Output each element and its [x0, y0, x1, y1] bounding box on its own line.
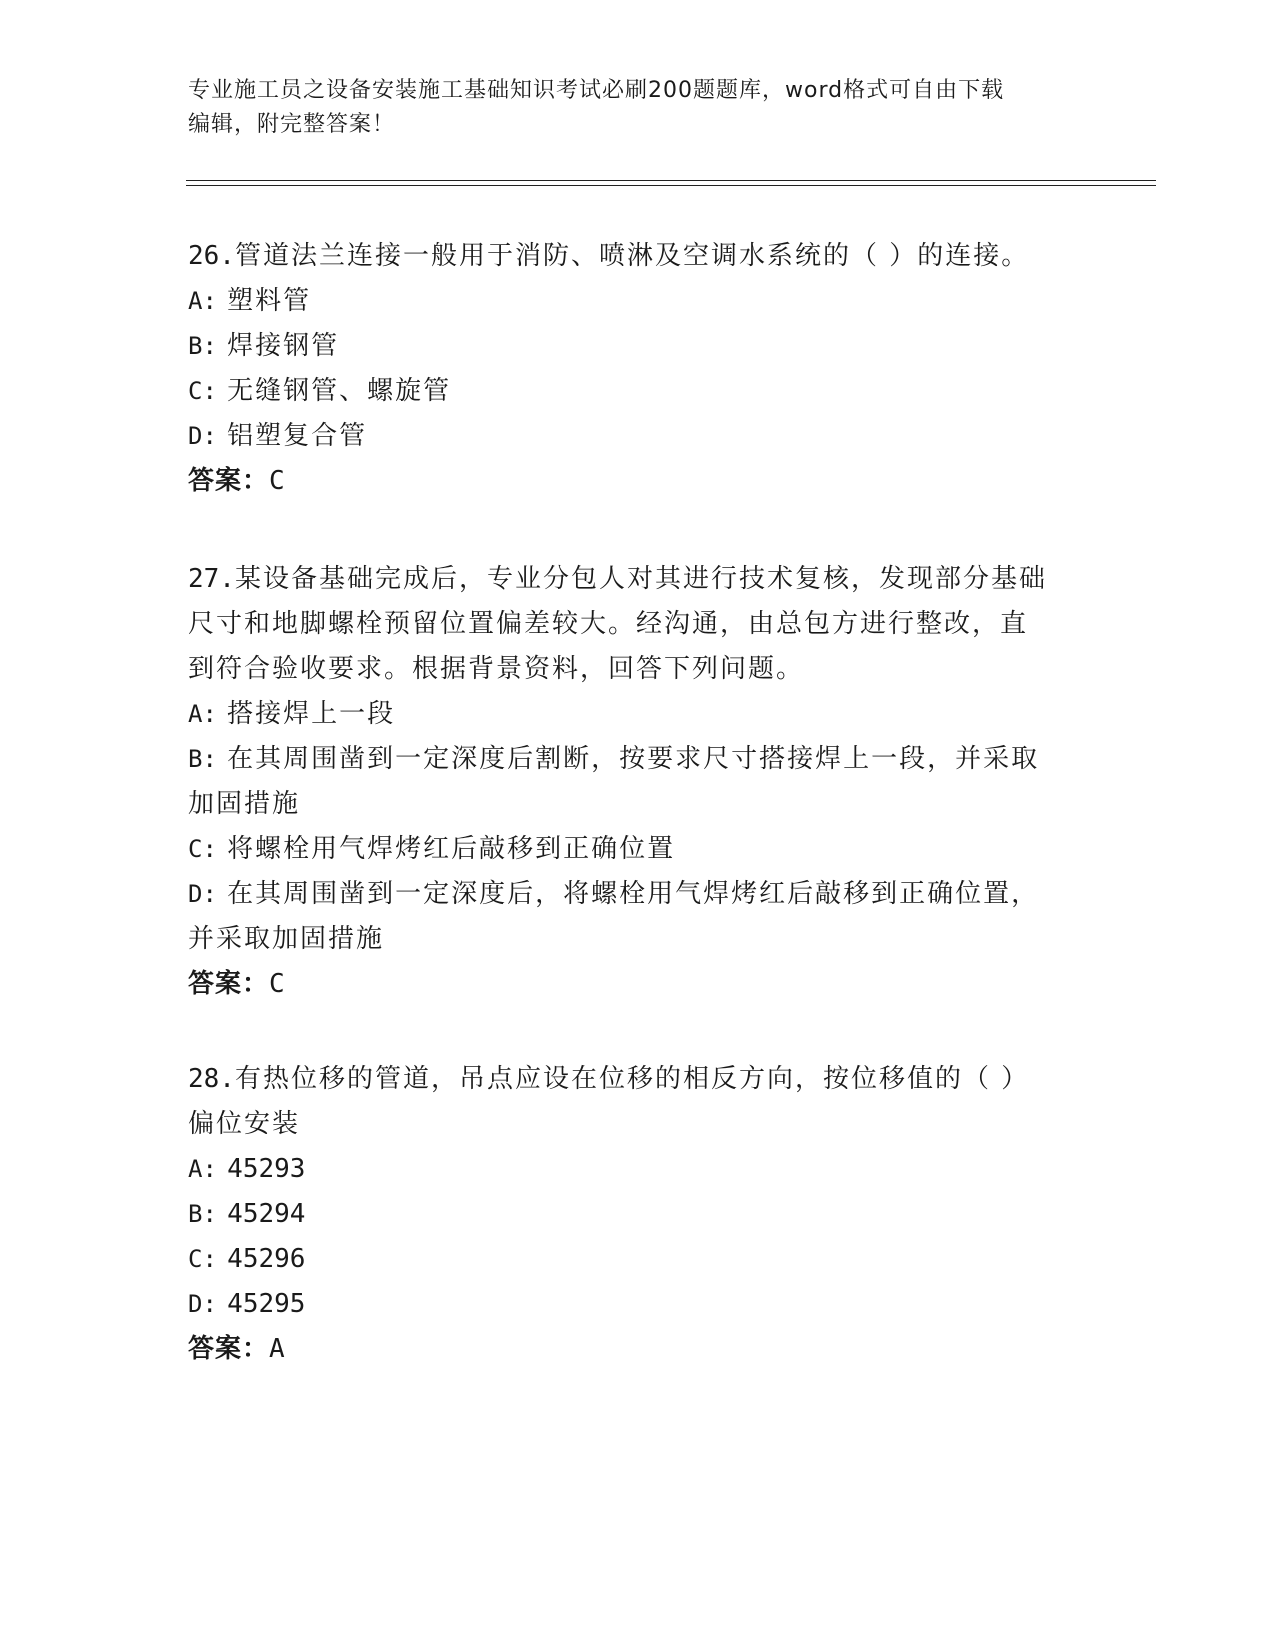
answer-label: 答案：	[188, 1334, 270, 1364]
question-26	[188, 234, 1088, 504]
answer-line	[188, 459, 1088, 504]
stem-line: 某设备基础完成后，专业分包人对其进行技术复核，发现部分基础	[234, 564, 1047, 594]
answer-value: C	[269, 969, 286, 999]
header-line-2: 编辑，附完整答案！	[188, 112, 396, 137]
question-28	[188, 1057, 1088, 1372]
option-letter: B:	[188, 1200, 217, 1228]
stem-line: 偏位安装	[188, 1109, 301, 1139]
header-divider-top	[186, 180, 1156, 181]
option-c	[188, 827, 1088, 872]
answer-line	[188, 962, 1088, 1007]
option-letter: B:	[188, 332, 217, 360]
option-c	[188, 369, 1088, 414]
option-b	[188, 737, 1088, 782]
option-letter: B:	[188, 745, 217, 773]
header-line-1: 专业施工员之设备安装施工基础知识考试必刷200题题库，word格式可自由下载	[188, 78, 1005, 103]
option-text: 焊接钢管	[227, 331, 340, 361]
option-letter: C:	[188, 835, 217, 863]
option-d-continued	[188, 917, 1088, 962]
answer-label: 答案：	[188, 466, 270, 496]
question-stem-continued	[188, 1102, 1088, 1147]
question-number: 28.	[188, 1064, 235, 1094]
option-text: 在其周围凿到一定深度后，将螺栓用气焊烤红后敲移到正确位置，	[227, 879, 1040, 909]
question-stem	[188, 557, 1088, 602]
option-a	[188, 692, 1088, 737]
option-text: 无缝钢管、螺旋管	[227, 376, 452, 406]
option-b	[188, 324, 1088, 369]
option-b-continued	[188, 782, 1088, 827]
option-text: 加固措施	[188, 789, 301, 819]
option-letter: A:	[188, 700, 217, 728]
option-text: 将螺栓用气焊烤红后敲移到正确位置	[227, 834, 676, 864]
stem-line: 管道法兰连接一般用于消防、喷淋及空调水系统的（ ）的连接。	[234, 241, 1030, 271]
option-text: 45295	[227, 1289, 306, 1319]
question-stem-continued	[188, 647, 1088, 692]
answer-label: 答案：	[188, 969, 270, 999]
option-text: 45296	[227, 1244, 306, 1274]
stem-line: 到符合验收要求。根据背景资料，回答下列问题。	[188, 654, 805, 684]
option-text: 搭接焊上一段	[227, 699, 396, 729]
option-text: 45294	[227, 1199, 306, 1229]
option-text: 在其周围凿到一定深度后割断，按要求尺寸搭接焊上一段，并采取	[227, 744, 1040, 774]
question-27	[188, 557, 1088, 1007]
question-number: 27.	[188, 564, 235, 594]
option-text: 铝塑复合管	[227, 421, 368, 451]
question-stem-continued	[188, 602, 1088, 647]
document-header	[188, 74, 1088, 142]
option-d	[188, 872, 1088, 917]
question-stem	[188, 234, 1088, 279]
option-text: 并采取加固措施	[188, 924, 385, 954]
option-text: 45293	[227, 1154, 306, 1184]
option-b	[188, 1192, 1088, 1237]
option-letter: D:	[188, 422, 217, 450]
option-a	[188, 1147, 1088, 1192]
stem-line: 尺寸和地脚螺栓预留位置偏差较大。经沟通，由总包方进行整改，直	[188, 609, 1029, 639]
question-number: 26.	[188, 241, 235, 271]
option-text: 塑料管	[227, 286, 312, 316]
option-d	[188, 414, 1088, 459]
option-letter: A:	[188, 287, 217, 315]
option-letter: D:	[188, 1290, 217, 1318]
option-a	[188, 279, 1088, 324]
question-stem	[188, 1057, 1088, 1102]
answer-line	[188, 1327, 1088, 1372]
option-d	[188, 1282, 1088, 1327]
option-letter: A:	[188, 1155, 217, 1183]
option-letter: D:	[188, 880, 217, 908]
option-c	[188, 1237, 1088, 1282]
header-divider-bottom	[186, 185, 1156, 186]
option-letter: C:	[188, 1245, 217, 1273]
stem-line: 有热位移的管道，吊点应设在位移的相反方向，按位移值的（ ）	[234, 1064, 1030, 1094]
option-letter: C:	[188, 377, 217, 405]
answer-value: C	[269, 466, 286, 496]
answer-value: A	[269, 1334, 286, 1364]
